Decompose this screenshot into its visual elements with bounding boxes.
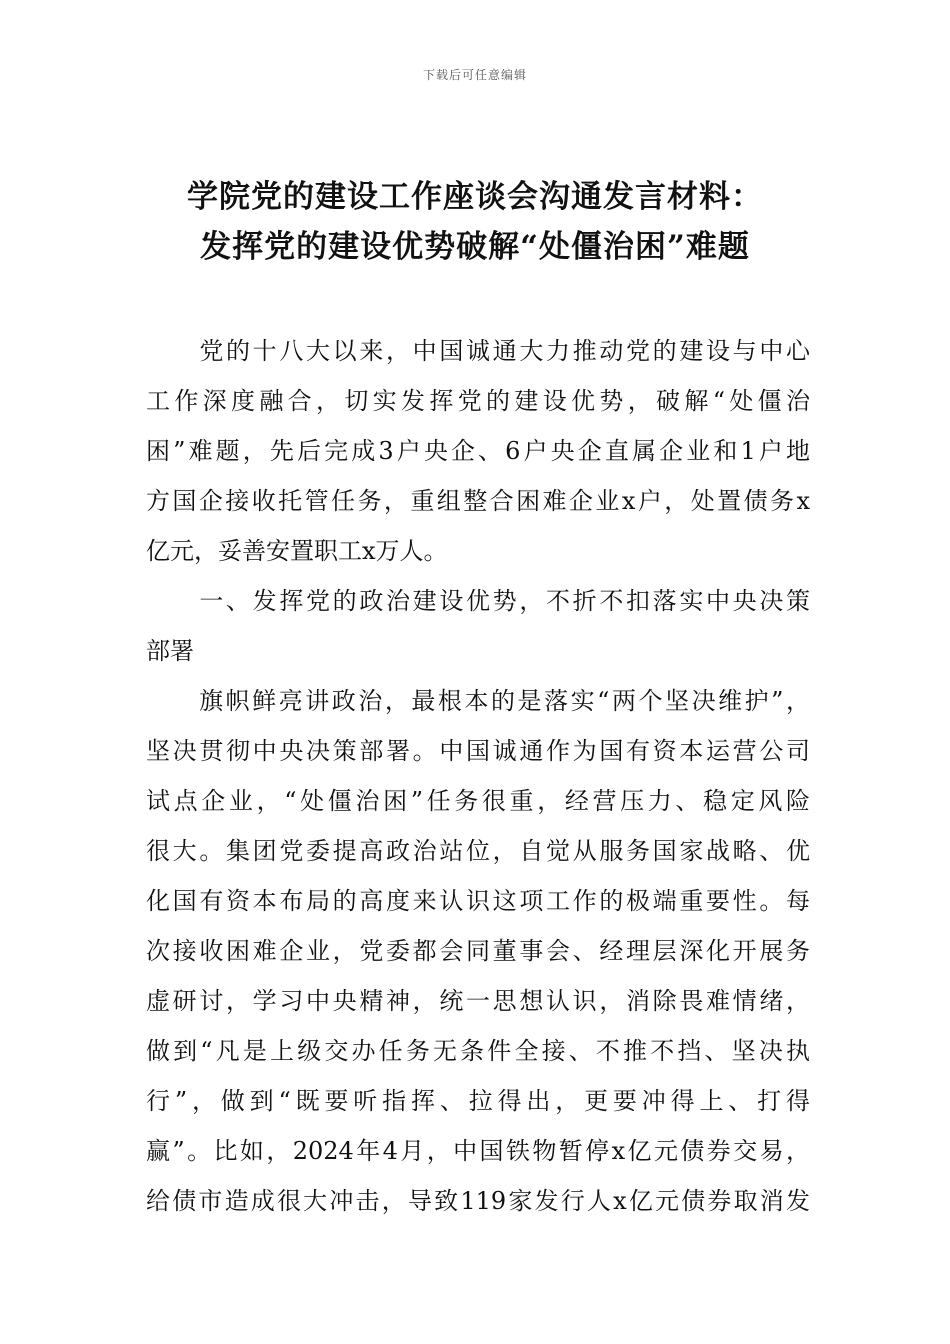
body-line: 次接收困难企业，党委都会同董事会、经理层深化开展务 — [146, 937, 810, 965]
body-line: 亿元，妥善安置职工x万人。 — [146, 537, 448, 565]
body-line: 行”，做到“既要听指挥、拉得出，更要冲得上、打得 — [146, 1087, 810, 1115]
body-line: 给债市造成很大冲击，导致119家发行人x亿元债券取消发 — [146, 1187, 810, 1215]
body-line: 党的十八大以来，中国诚通大力推动党的建设与中心 — [146, 337, 810, 365]
body-line: 赢”。比如，2024年4月，中国铁物暂停x亿元债券交易， — [146, 1137, 810, 1165]
header-note: 下载后可任意编辑 — [422, 68, 527, 82]
body-line: 虚研讨，学习中央精神，统一思想认识，消除畏难情绪， — [146, 987, 810, 1015]
document-title — [0, 172, 950, 272]
section-heading-line: 部署 — [146, 637, 194, 665]
title-line-2: 发挥党的建设优势破解“处僵治困”难题 — [200, 229, 750, 265]
title-line-1: 学院党的建设工作座谈会沟通发言材料： — [187, 179, 763, 215]
body-text — [146, 326, 810, 1226]
body-line: 做到“凡是上级交办任务无条件全接、不推不挡、坚决执 — [146, 1037, 810, 1065]
section-heading-line: 一、发挥党的政治建设优势，不折不扣落实中央决策 — [146, 587, 810, 615]
body-line: 工作深度融合，切实发挥党的建设优势，破解“处僵治 — [146, 387, 810, 415]
body-line: 旗帜鲜亮讲政治，最根本的是落实“两个坚决维护”， — [146, 687, 810, 715]
body-line: 很大。集团党委提高政治站位，自觉从服务国家战略、优 — [146, 837, 810, 865]
body-line: 化国有资本布局的高度来认识这项工作的极端重要性。每 — [146, 887, 810, 915]
body-line: 试点企业，“处僵治困”任务很重，经营压力、稳定风险 — [146, 787, 810, 815]
body-line: 坚决贯彻中央决策部署。中国诚通作为国有资本运营公司 — [146, 737, 810, 765]
body-line: 方国企接收托管任务，重组整合困难企业x户，处置债务x — [146, 487, 810, 515]
body-line: 困”难题，先后完成3户央企、6户央企直属企业和1户地 — [146, 437, 810, 465]
